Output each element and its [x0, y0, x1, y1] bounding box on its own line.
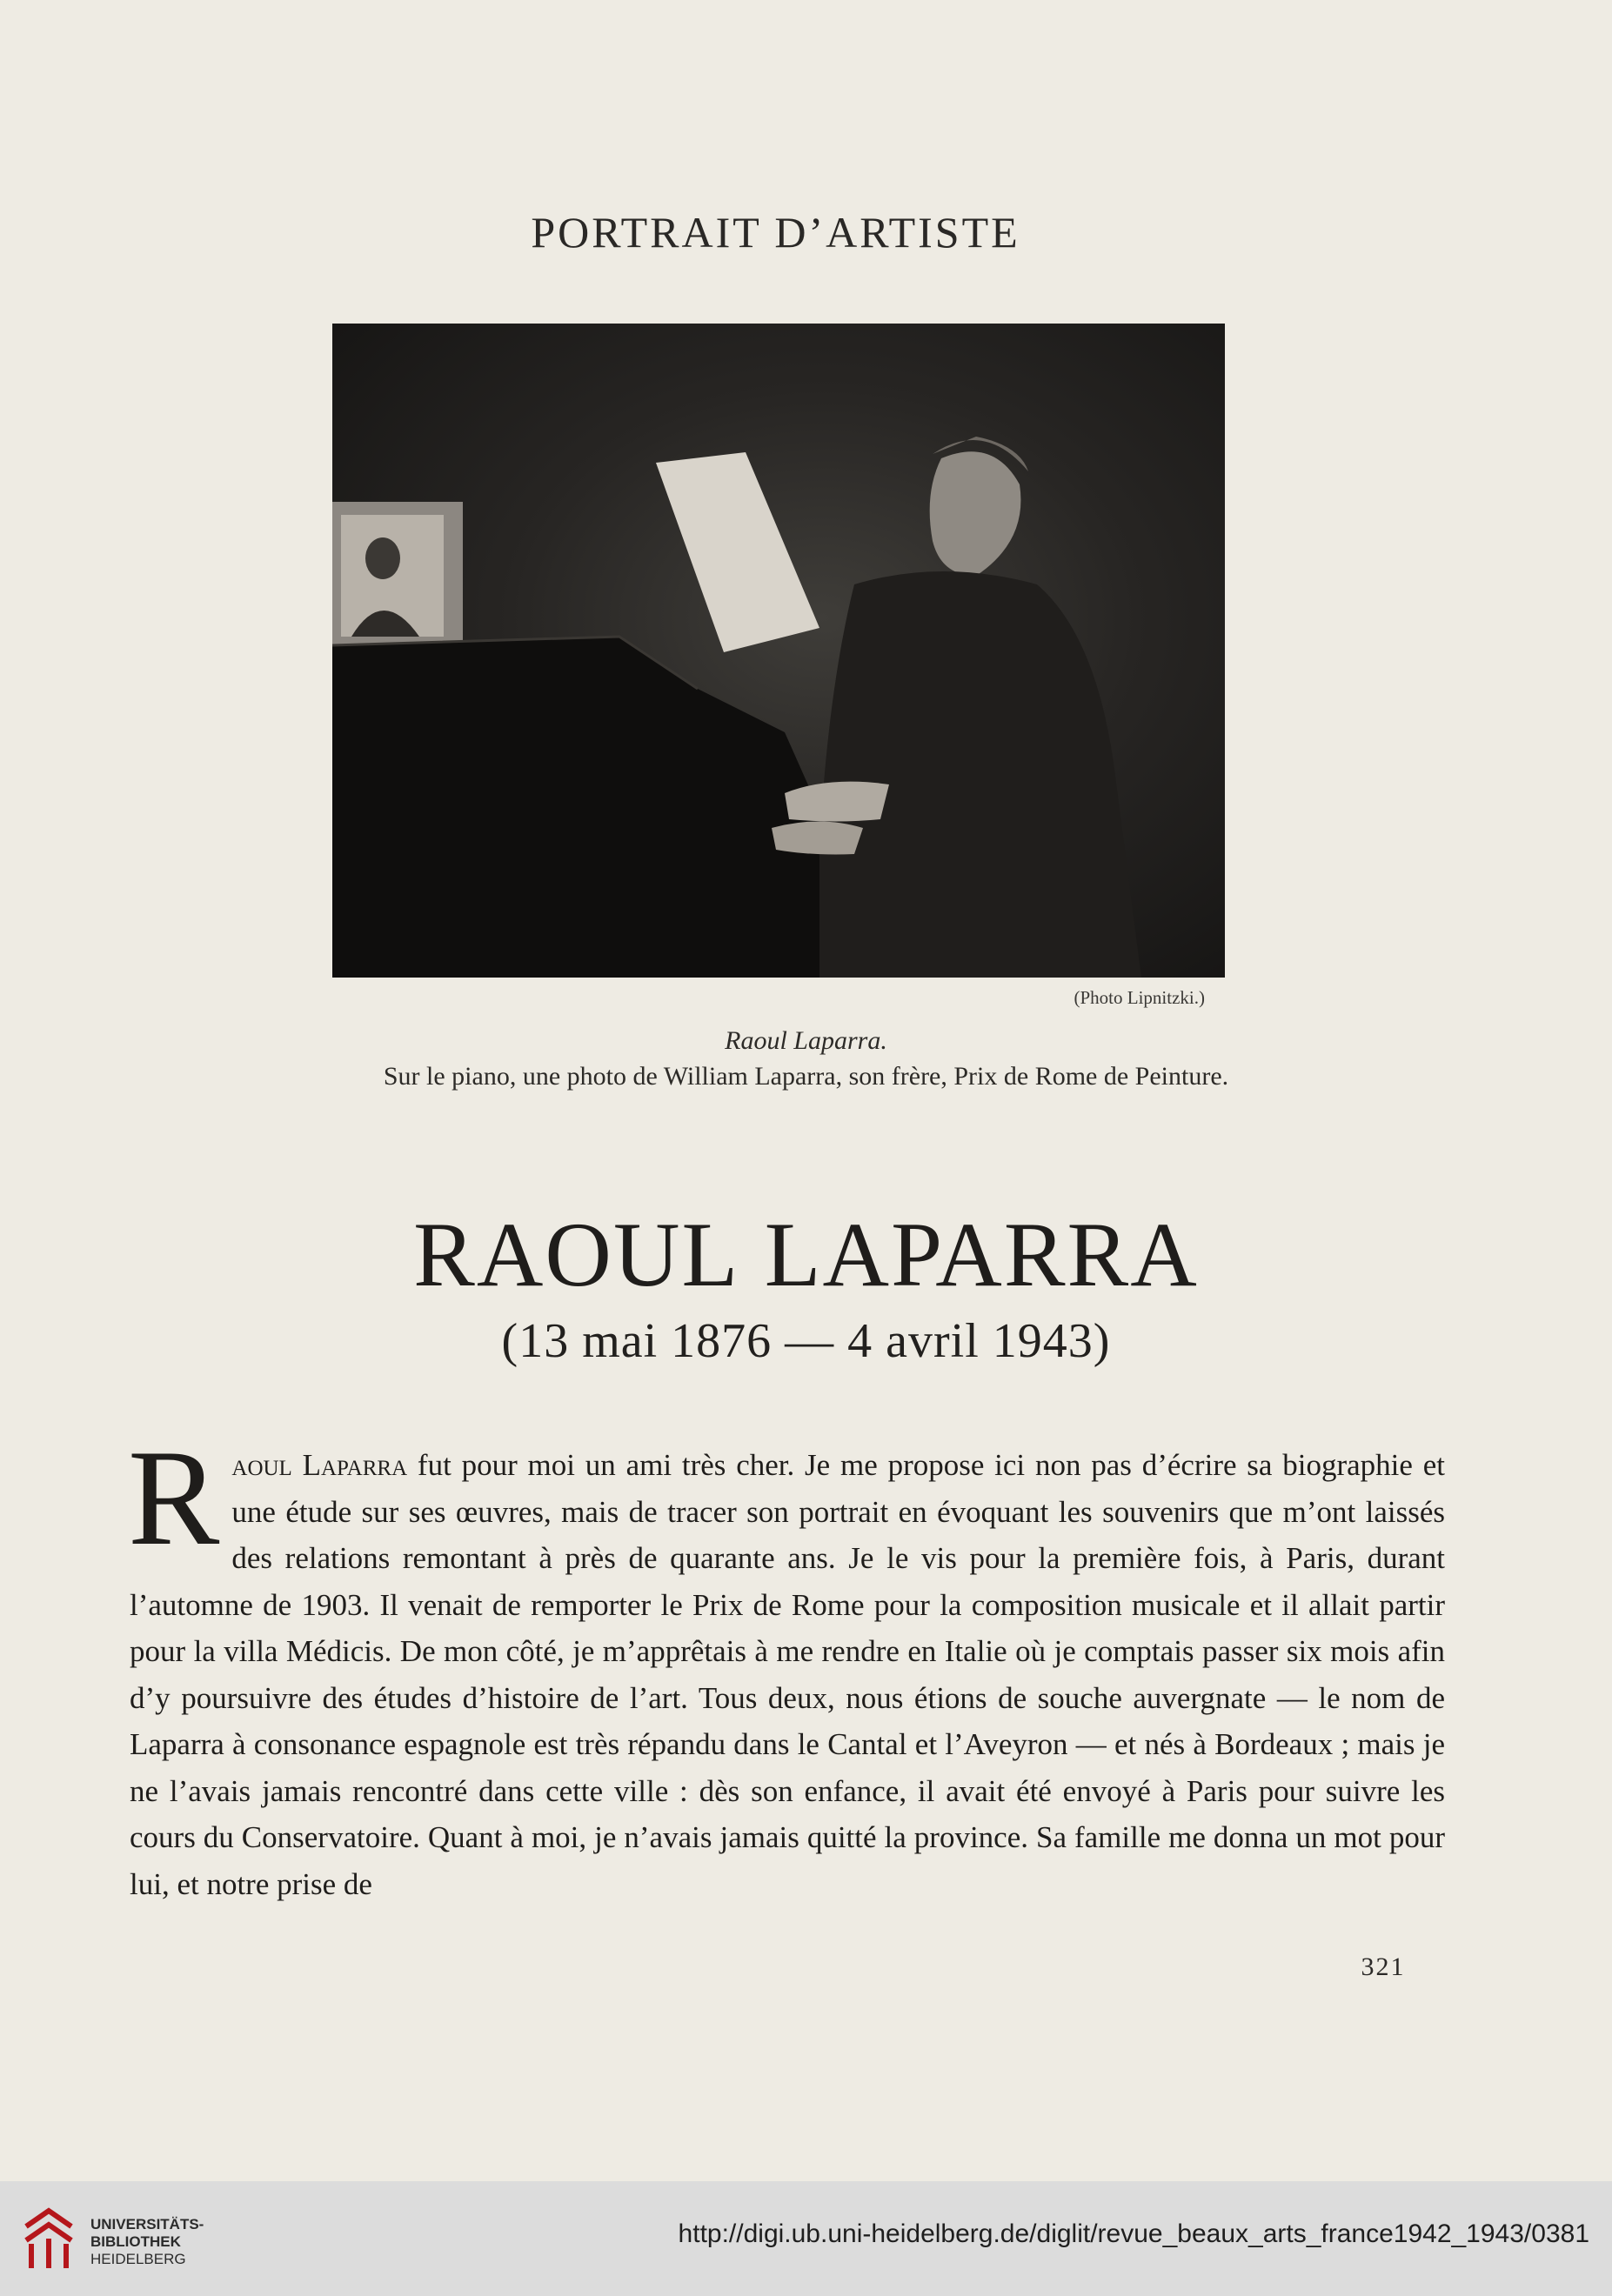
library-logo-icon[interactable]: [19, 2200, 78, 2273]
logo-line-3: HEIDELBERG: [90, 2251, 186, 2267]
article-body: [128, 1422, 1445, 1907]
footer-bar: [0, 2181, 1612, 2296]
title-initial: R: [413, 1204, 477, 1305]
caption-text: Sur le piano, une photo de William Laparra, son frère, Prix de Rome de Peinture.: [383, 1062, 1229, 1091]
library-logo-text[interactable]: [90, 2216, 204, 2268]
section-title: PORTRAIT D’ARTISTE: [531, 208, 1020, 257]
page-number: 321: [1361, 1952, 1406, 1981]
sheet-music: [656, 452, 819, 652]
title-first-name: AOUL: [476, 1204, 740, 1305]
portrait-photo-drawing: [332, 324, 1225, 978]
piano: [332, 637, 819, 978]
caption-name: Raoul Laparra.: [725, 1026, 887, 1055]
body-paragraph: fut pour moi un ami très cher. Je me propose ici non pas d’écrire sa biographie et une étude sur ses œuvres, mais de tracer son portrait en évoquant les souvenirs que m’ont laissés des relations remontant à près de quarante ans. Je le vis pour la première fois, à Paris, durant l’automne de 1903. Il venait de remporter le Prix de Rome pour la composition musicale et il allait partir pour la villa Médicis. De mon côté, je m’apprêtais à me rendre en Italie où je comptais passer six mois afin d’y poursuivre des études d’histoire de l’art. Tous deux, nous étions de souche auvergnate — le nom de Laparra à consonance espagnole est très répandu dans le Cantal et l’Aveyron — et nés à Bordeaux ; mais je ne l’avais jamais rencontré dans cette ville : dès son enfance, il avait été envoyé à Paris pour suivre les cours du Conservatoire. Quant à moi, je n’avais jamais quitté la province. Sa famille me donna un mot pour lui, et notre prise de: [130, 1448, 1445, 1901]
lead-in: aoul Laparra: [231, 1448, 408, 1482]
logo-line-2: BIBLIOTHEK: [90, 2233, 181, 2250]
article-title: [0, 1202, 1612, 1308]
logo-line-1: UNIVERSITÄTS-: [90, 2216, 204, 2233]
article-dates: (13 mai 1876 — 4 avril 1943): [501, 1314, 1111, 1368]
pianist: [930, 451, 1021, 576]
drop-cap: R: [128, 1422, 220, 1574]
title-surname: LAPARRA: [764, 1204, 1199, 1305]
photo-credit: (Photo Lipnitzki.): [1074, 987, 1205, 1008]
source-url-link[interactable]: http://digi.ub.uni-heidelberg.de/diglit/revue_beaux_arts_france1942_1943/0381: [678, 2219, 1589, 2248]
portrait-photo: [332, 324, 1225, 978]
